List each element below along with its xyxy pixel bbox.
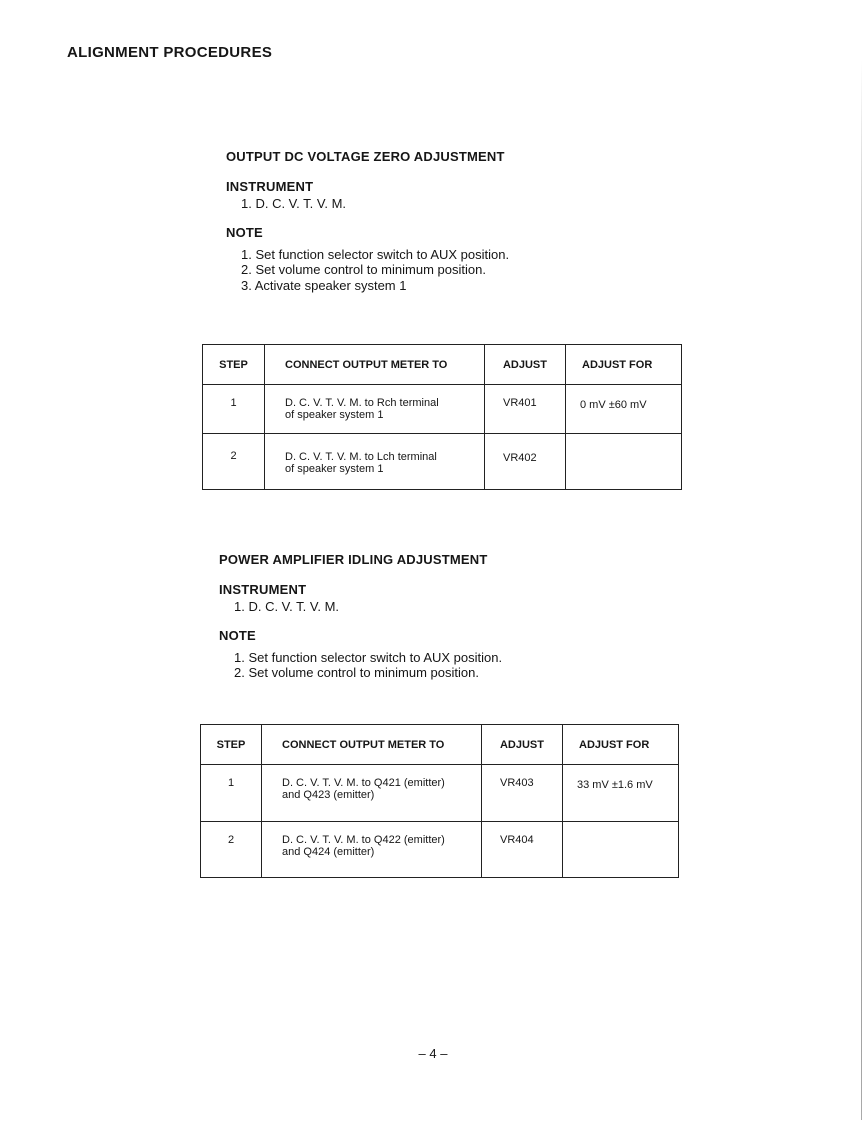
connect-cell xyxy=(262,765,482,822)
header-connect: CONNECT OUTPUT METER TO xyxy=(262,725,482,765)
header-connect: CONNECT OUTPUT METER TO xyxy=(265,345,485,385)
step-cell: 2 xyxy=(201,822,262,878)
table-row xyxy=(203,385,682,434)
step-cell: 2 xyxy=(203,434,265,490)
table-row xyxy=(201,822,679,878)
note-heading: NOTE xyxy=(219,627,256,643)
table-header-row xyxy=(203,345,682,385)
adjust-for-cell xyxy=(566,434,682,490)
table-row xyxy=(201,765,679,822)
connect-cell xyxy=(265,434,485,490)
note-item: 2. Set volume control to minimum position. xyxy=(241,262,486,277)
step-cell: 1 xyxy=(201,765,262,822)
output-dc-voltage-section xyxy=(226,148,509,293)
instrument-heading: INSTRUMENT xyxy=(226,179,314,194)
scan-edge-line xyxy=(861,60,862,1120)
note-item: 3. Activate speaker system 1 xyxy=(241,277,407,293)
instrument-list xyxy=(219,599,502,615)
step-cell: 1 xyxy=(203,385,265,434)
connect-cell xyxy=(265,385,485,434)
header-step: STEP xyxy=(201,725,262,765)
table-header-row xyxy=(201,725,679,765)
connect-line: and Q423 (emitter) xyxy=(282,789,375,801)
note-item: 1. Set function selector switch to AUX position. xyxy=(241,246,510,262)
connect-cell xyxy=(262,822,482,878)
connect-line: and Q424 (emitter) xyxy=(282,846,375,858)
connect-line: D. C. V. T. V. M. to Rch terminal xyxy=(285,397,439,409)
instrument-item: 1. D. C. V. T. V. M. xyxy=(234,599,340,614)
header-step: STEP xyxy=(203,345,265,385)
note-list xyxy=(219,650,502,681)
header-adjust-for: ADJUST FOR xyxy=(566,345,682,385)
section-title: OUTPUT DC VOLTAGE ZERO ADJUSTMENT xyxy=(226,149,505,164)
instrument-list xyxy=(226,196,509,212)
adjustment-table-idling xyxy=(200,724,679,878)
page-title: ALIGNMENT PROCEDURES xyxy=(67,44,273,61)
section-title: POWER AMPLIFIER IDLING ADJUSTMENT xyxy=(219,552,488,567)
adjust-cell: VR401 xyxy=(485,385,566,434)
instrument-item: 1. D. C. V. T. V. M. xyxy=(241,196,347,211)
power-amplifier-idling-section xyxy=(219,551,502,681)
adjust-for-cell: 0 mV ±60 mV xyxy=(566,385,682,434)
note-list xyxy=(226,247,509,294)
page-number: – 4 – xyxy=(418,1046,448,1061)
adjust-for-cell: 33 mV ±1.6 mV xyxy=(563,765,679,822)
note-item: 1. Set function selector switch to AUX position. xyxy=(234,649,503,665)
connect-line: of speaker system 1 xyxy=(285,409,384,421)
adjust-cell: VR403 xyxy=(482,765,563,822)
adjust-for-cell xyxy=(563,822,679,878)
note-item: 2. Set volume control to minimum position. xyxy=(234,665,479,680)
connect-line: D. C. V. T. V. M. to Q421 (emitter) xyxy=(282,777,445,789)
connect-line: D. C. V. T. V. M. to Lch terminal xyxy=(285,451,437,463)
connect-line: D. C. V. T. V. M. to Q422 (emitter) xyxy=(282,834,445,846)
adjust-cell: VR404 xyxy=(482,822,563,878)
table-row xyxy=(203,434,682,490)
adjust-cell: VR402 xyxy=(485,434,566,490)
header-adjust: ADJUST xyxy=(485,345,566,385)
connect-line: of speaker system 1 xyxy=(285,463,384,475)
instrument-heading: INSTRUMENT xyxy=(219,582,307,597)
header-adjust-for: ADJUST FOR xyxy=(563,725,679,765)
note-heading: NOTE xyxy=(226,224,263,240)
adjustment-table-dc-zero xyxy=(202,344,682,490)
header-adjust: ADJUST xyxy=(482,725,563,765)
